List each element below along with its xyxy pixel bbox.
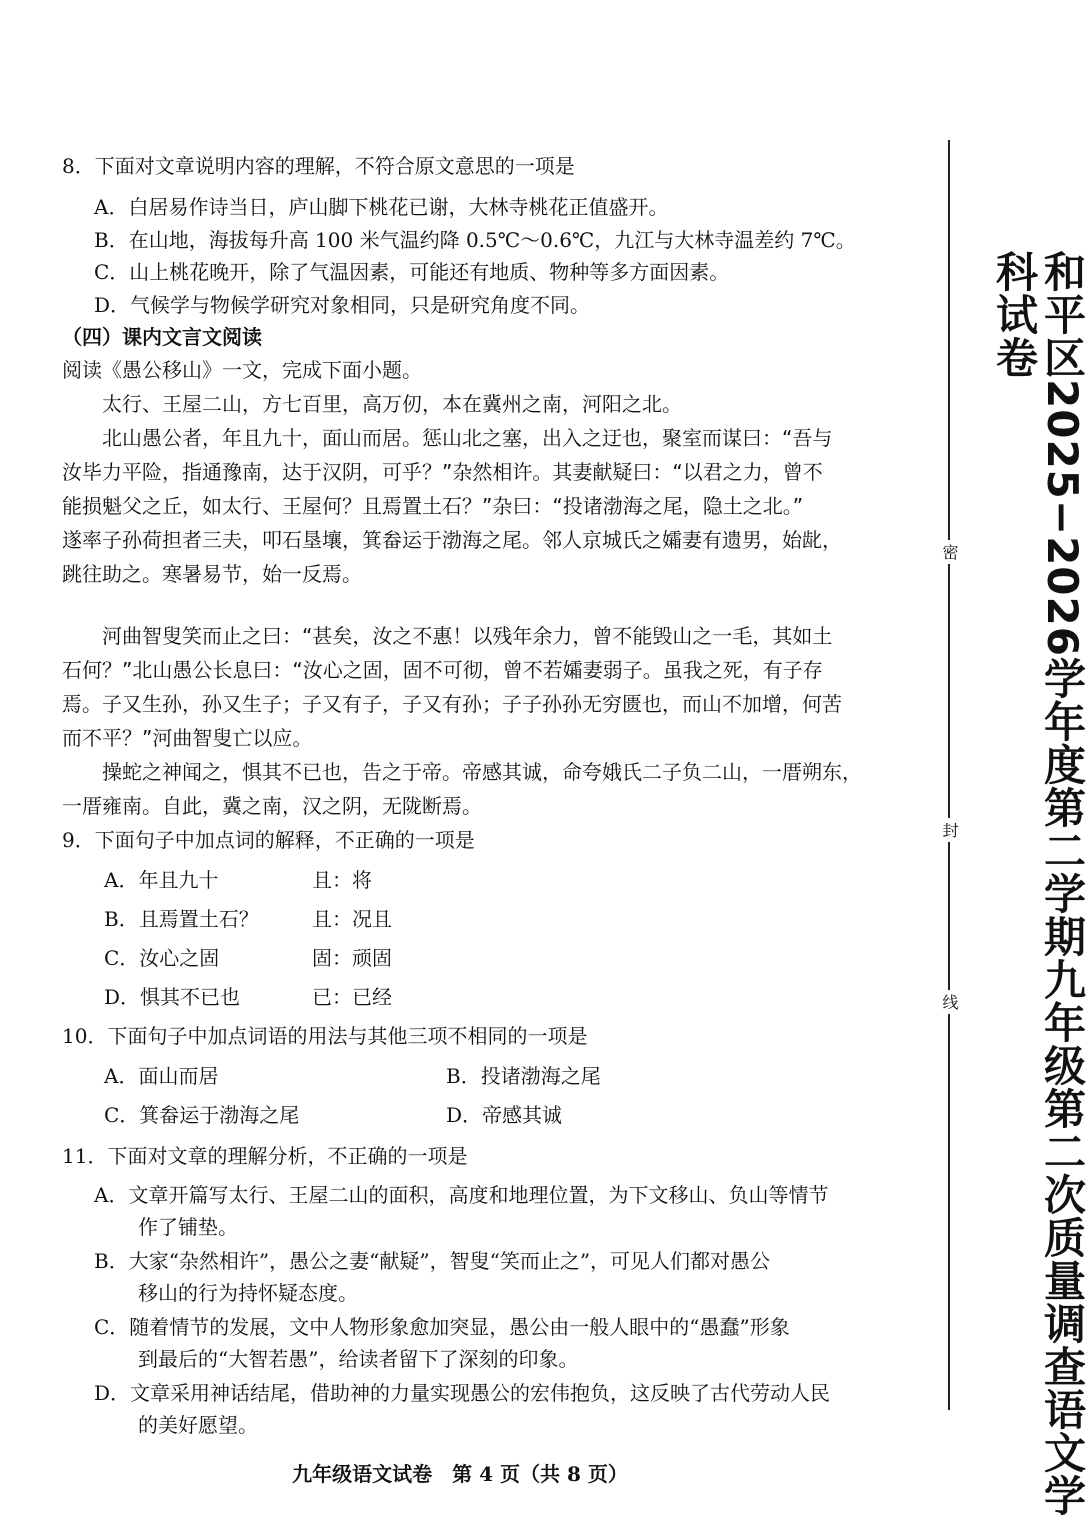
q9-option-a-meaning: 且：将: [312, 868, 372, 892]
section-title: （四）课内文言文阅读: [62, 325, 262, 349]
passage-line: 太行、王屋二山，方七百里，高万仞，本在冀州之南，河阳之北。: [62, 392, 682, 416]
q11-option-a-line2: 作了铺垫。: [138, 1215, 238, 1239]
seal-mark-mi: 密: [938, 540, 961, 564]
passage-line: 能损魁父之丘，如太行、王屋何？且焉置土石？”杂曰：“投诸渤海之尾，隐土之北。”: [62, 494, 804, 518]
q9-option-d-sentence: D．惧其不已也: [104, 985, 241, 1009]
q8-option-d: D．气候学与物候学研究对象相同，只是研究角度不同。: [94, 293, 591, 317]
section-intro: 阅读《愚公移山》一文，完成下面小题。: [62, 358, 422, 382]
passage-line: 北山愚公者，年且九十，面山而居。惩山北之塞，出入之迂也，聚室而谋曰：“吾与: [62, 426, 833, 450]
passage-line: 汝毕力平险，指通豫南，达于汉阴，可乎？”杂然相许。其妻献疑曰：“以君之力，曾不: [62, 460, 823, 484]
q10-option-d: D．帝感其诚: [446, 1103, 563, 1127]
q8-stem: 8．下面对文章说明内容的理解，不符合原文意思的一项是: [62, 154, 575, 178]
seal-mark-feng: 封: [938, 818, 961, 842]
q9-option-a-sentence: A．年且九十: [104, 868, 219, 892]
q10-option-c: C．箕畚运于渤海之尾: [104, 1103, 300, 1127]
passage-line: 跳往助之。寒暑易节，始一反焉。: [62, 562, 362, 586]
q8-option-c: C．山上桃花晚开，除了气温因素，可能还有地质、物种等多方面因素。: [94, 260, 730, 284]
q11-option-c-line1: C．随着情节的发展，文中人物形象愈加突显，愚公由一般人眼中的“愚蠢”形象: [94, 1315, 790, 1339]
q9-option-b-sentence: B．且焉置土石？: [104, 907, 259, 931]
q11-option-b-line1: B．大家“杂然相许”，愚公之妻“献疑”，智叟“笑而止之”，可见人们都对愚公: [94, 1249, 771, 1273]
seal-line: [948, 140, 950, 1410]
q11-option-a-line1: A．文章开篇写太行、王屋二山的面积，高度和地理位置，为下文移山、负山等情节: [94, 1183, 829, 1207]
q10-option-b: B．投诸渤海之尾: [446, 1064, 601, 1088]
q11-option-d-line1: D．文章采用神话结尾，借助神的力量实现愚公的宏伟抱负，这反映了古代劳动人民: [94, 1381, 831, 1405]
q11-option-b-line2: 移山的行为持怀疑态度。: [138, 1281, 358, 1305]
q9-option-c-sentence: C．汝心之固: [104, 946, 220, 970]
q11-option-c-line2: 到最后的“大智若愚”，给读者留下了深刻的印象。: [138, 1347, 579, 1371]
q9-stem: 9．下面句子中加点词的解释，不正确的一项是: [62, 828, 475, 852]
q10-option-a: A．面山而居: [104, 1064, 219, 1088]
passage-line: 遂率子孙荷担者三夫，叩石垦壤，箕畚运于渤海之尾。邻人京城氏之孀妻有遗男，始龀，: [62, 528, 842, 552]
q8-option-a: A．白居易作诗当日，庐山脚下桃花已谢，大林寺桃花正值盛开。: [94, 195, 669, 219]
q8-option-b: B．在山地，海拔每升高 100 米气温约降 0.5℃～0.6℃，九江与大林寺温差约 7℃。: [94, 228, 856, 252]
passage-line: 焉。子又生孙，孙又生子；子又有子，子又有孙；子子孙孙无穷匮也，而山不加增，何苦: [62, 692, 842, 716]
passage-line: 操蛇之神闻之，惧其不已也，告之于帝。帝感其诚，命夸娥氏二子负二山，一厝朔东，: [62, 760, 862, 784]
q11-option-d-line2: 的美好愿望。: [138, 1413, 258, 1437]
q10-stem: 10．下面句子中加点词语的用法与其他三项不相同的一项是: [62, 1024, 588, 1048]
passage-line: 河曲智叟笑而止之曰：“甚矣，汝之不惠！以残年余力，曾不能毁山之一毛，其如土: [62, 624, 833, 648]
seal-mark-xian: 线: [938, 990, 961, 1014]
passage-line: 石何？”北山愚公长息曰：“汝心之固，固不可彻，曾不若孀妻弱子。虽我之死，有子存: [62, 658, 823, 682]
passage-line: 而不平？”河曲智叟亡以应。: [62, 726, 313, 750]
exam-title-vertical: 和平区2025−2026学年度第二学期九年级第二次质量调查语文学科试卷: [990, 250, 1087, 1517]
q9-option-d-meaning: 已：已经: [312, 985, 392, 1009]
q9-option-b-meaning: 且：况且: [312, 907, 392, 931]
q9-option-c-meaning: 固：顽固: [312, 946, 392, 970]
page-footer: 九年级语文试卷 第 4 页（共 8 页）: [292, 1462, 628, 1486]
passage-line: 一厝雍南。自此，冀之南，汉之阴，无陇断焉。: [62, 794, 482, 818]
q11-stem: 11．下面对文章的理解分析，不正确的一项是: [62, 1144, 468, 1168]
